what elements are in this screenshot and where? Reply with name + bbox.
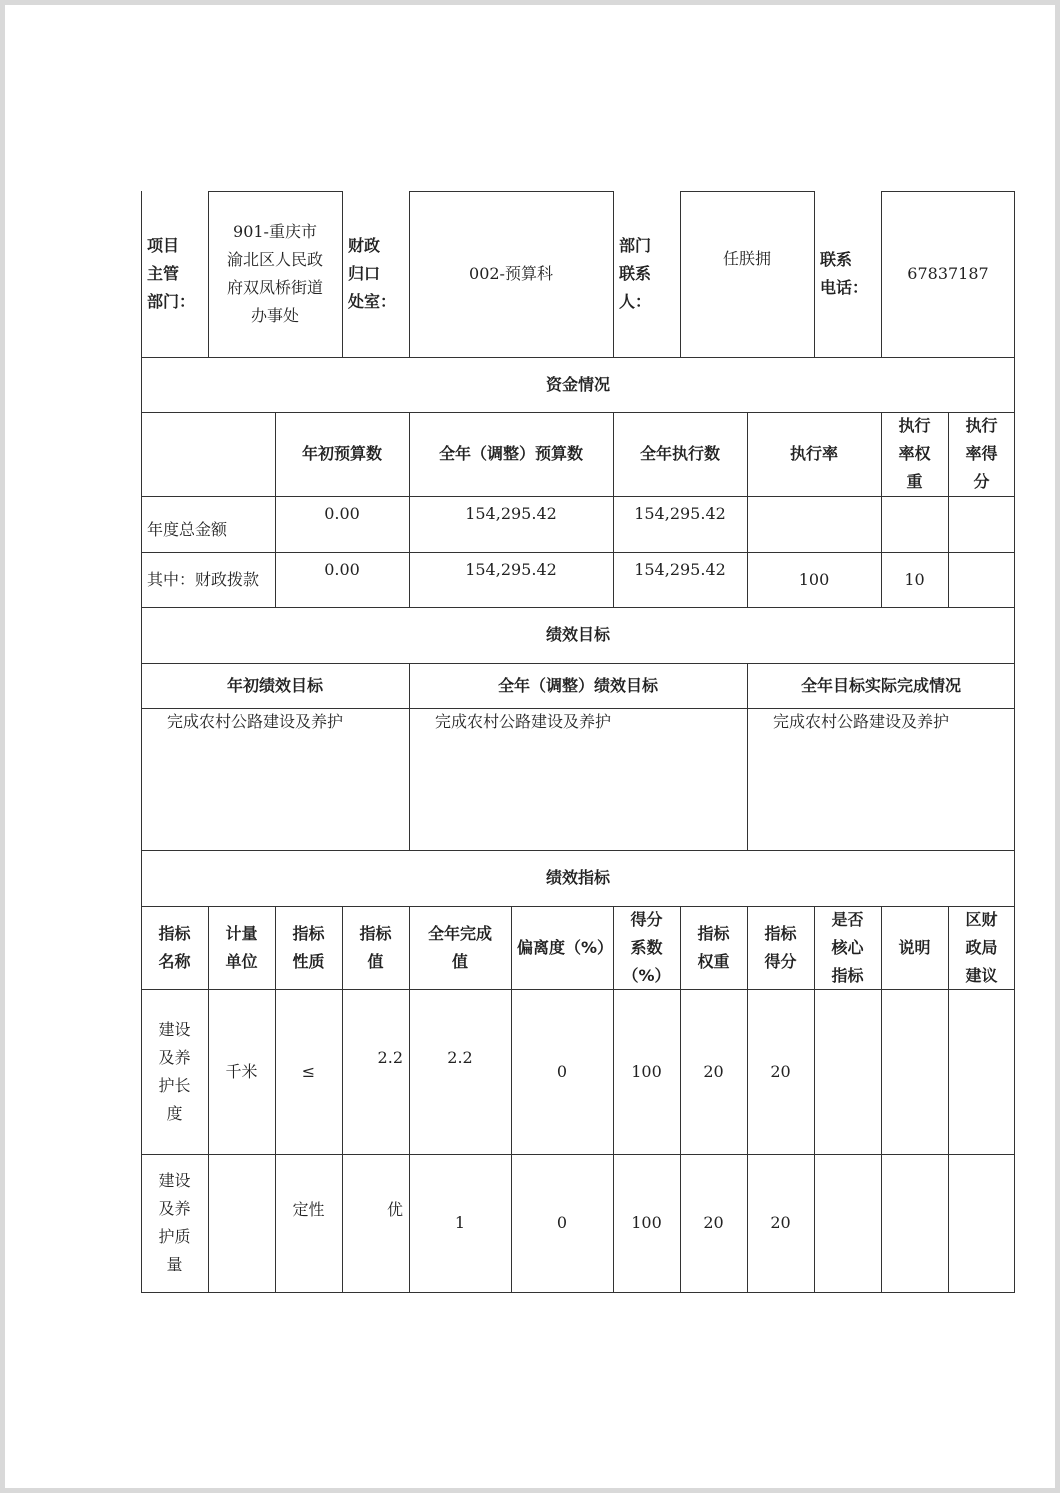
funds-col-executed: 全年执行数 — [639, 444, 720, 463]
table-rule — [141, 708, 1015, 709]
ind-col-score: 指标 得分 — [764, 923, 797, 971]
ind-row-note — [881, 989, 948, 1154]
goals-col-initial: 年初绩效目标 — [226, 675, 323, 695]
table-rule — [613, 412, 614, 607]
ind-row-score: 20 — [770, 1061, 791, 1081]
table-rule — [141, 989, 1015, 990]
table-rule — [141, 1292, 1015, 1293]
ind-row-core — [814, 1154, 881, 1292]
funds-row-score — [948, 552, 1015, 607]
table-rule — [141, 412, 1015, 413]
ind-row-completed: 1 — [454, 1213, 466, 1232]
ind-row-value: 优 — [386, 1200, 403, 1219]
contact-value: 任朕拥 — [722, 249, 771, 268]
table-rule — [680, 906, 681, 1292]
funds-col-rate: 执行率 — [789, 444, 838, 463]
table-rule — [680, 191, 681, 357]
funds-row-executed: 154,295.42 — [634, 560, 726, 579]
ind-row-coefficient: 100 — [631, 1061, 662, 1081]
ind-row-name: 建设 及养 护长 度 — [158, 1019, 191, 1123]
funds-row-adjusted: 154,295.42 — [465, 504, 557, 523]
ind-col-coefficient: 得分 系数 （%） — [622, 909, 671, 985]
goals-col-actual: 全年目标实际完成情况 — [800, 675, 961, 695]
dept-label: 项目 主管 部门： — [147, 236, 196, 311]
phone-value: 67837187 — [907, 264, 989, 283]
ind-col-name: 指标 名称 — [158, 923, 191, 971]
table-rule — [141, 552, 1015, 553]
table-rule — [814, 191, 815, 357]
ind-row-deviation: 0 — [556, 1213, 568, 1232]
ind-row-coefficient: 100 — [631, 1213, 662, 1232]
funds-col-adjusted: 全年（调整）预算数 — [438, 444, 583, 463]
table-rule — [409, 906, 410, 1292]
table-rule — [409, 191, 410, 357]
table-rule — [613, 906, 614, 1292]
ind-row-nature: 定性 — [292, 1200, 325, 1219]
ind-row-deviation: 0 — [556, 1061, 568, 1081]
funds-row-weight: 10 — [904, 569, 925, 589]
goals-section-title: 绩效目标 — [545, 625, 610, 644]
table-rule — [409, 663, 410, 850]
ind-row-suggestion — [948, 989, 1015, 1154]
ind-row-unit: 千米 — [225, 1061, 258, 1081]
table-rule — [141, 496, 1015, 497]
table-rule — [208, 191, 342, 192]
table-rule — [747, 663, 748, 850]
table-rule — [208, 191, 209, 357]
table-rule — [680, 191, 814, 192]
table-rule — [141, 1154, 1015, 1155]
table-rule — [814, 906, 815, 1292]
table-rule — [511, 906, 512, 1292]
ind-col-deviation: 偏离度（%） — [517, 937, 614, 957]
ind-row-weight: 20 — [703, 1061, 724, 1081]
ind-col-weight: 指标 权重 — [697, 923, 730, 971]
table-rule — [275, 412, 276, 607]
phone-label: 联系 电话： — [820, 250, 869, 297]
ind-row-suggestion — [948, 1154, 1015, 1292]
funds-row-initial: 0.00 — [324, 504, 360, 523]
ind-col-suggestion: 区财 政局 建议 — [965, 909, 998, 985]
funds-col-score: 执行 率得 分 — [965, 416, 998, 491]
table-rule — [141, 906, 1015, 907]
ind-row-name: 建设 及养 护质 量 — [158, 1171, 191, 1274]
table-rule — [881, 412, 882, 607]
finance-label: 财政 归口 处室： — [348, 236, 397, 311]
dept-value: 901-重庆市 渝北区人民政 府双凤桥街道 办事处 — [226, 222, 323, 325]
table-rule — [881, 906, 882, 1292]
table-rule — [141, 607, 1015, 608]
table-rule — [409, 191, 613, 192]
funds-row-initial: 0.00 — [324, 560, 360, 579]
ind-row-core — [814, 989, 881, 1154]
table-rule — [881, 191, 882, 357]
goals-value-actual: 完成农村公路建设及养护 — [773, 712, 950, 731]
table-rule — [342, 191, 343, 357]
funds-row-executed: 154,295.42 — [634, 504, 726, 523]
indicators-section-title: 绩效指标 — [545, 868, 610, 887]
goals-value-initial: 完成农村公路建设及养护 — [167, 712, 344, 731]
ind-row-nature: ≤ — [301, 1061, 316, 1081]
goals-col-adjusted: 全年（调整）绩效目标 — [497, 675, 658, 695]
document-page — [5, 5, 1055, 1488]
ind-row-value: 2.2 — [377, 1048, 403, 1067]
finance-value: 002-预算科 — [469, 264, 553, 283]
ind-col-completed: 全年完成 值 — [427, 923, 492, 971]
ind-col-note: 说明 — [898, 937, 931, 957]
contact-label: 部门 联系 人： — [619, 236, 652, 311]
table-rule — [948, 906, 949, 1292]
goals-value-adjusted: 完成农村公路建设及养护 — [435, 712, 612, 731]
ind-row-score: 20 — [770, 1213, 791, 1232]
funds-row-weight — [881, 496, 948, 552]
ind-row-weight: 20 — [703, 1213, 724, 1232]
funds-col-weight: 执行 率权 重 — [898, 416, 931, 491]
ind-col-nature: 指标 性质 — [292, 923, 325, 971]
table-rule — [409, 412, 410, 607]
table-rule — [208, 906, 209, 1292]
funds-row-score — [948, 496, 1015, 552]
table-rule — [881, 191, 1015, 192]
ind-col-core: 是否 核心 指标 — [831, 909, 864, 985]
table-rule — [342, 906, 343, 1292]
table-rule — [747, 412, 748, 607]
funds-row-rate — [747, 496, 881, 552]
ind-col-unit: 计量 单位 — [225, 923, 258, 971]
ind-col-value: 指标 值 — [359, 923, 392, 971]
ind-row-completed: 2.2 — [447, 1048, 473, 1067]
performance-table — [5, 5, 1055, 1488]
table-rule — [275, 906, 276, 1292]
table-rule — [948, 412, 949, 607]
funds-row-rate: 100 — [798, 569, 830, 589]
table-rule — [141, 357, 1015, 358]
funds-row-adjusted: 154,295.42 — [465, 560, 557, 579]
table-rule — [747, 906, 748, 1292]
table-rule — [613, 191, 614, 357]
table-rule — [141, 850, 1015, 851]
funds-row-label: 年度总金额 — [147, 520, 228, 539]
ind-row-unit — [208, 1154, 275, 1292]
funds-col-initial: 年初预算数 — [301, 444, 382, 463]
ind-row-note — [881, 1154, 948, 1292]
funds-section-title: 资金情况 — [545, 374, 610, 394]
table-rule — [141, 663, 1015, 664]
funds-row-label: 其中：财政拨款 — [147, 569, 260, 589]
